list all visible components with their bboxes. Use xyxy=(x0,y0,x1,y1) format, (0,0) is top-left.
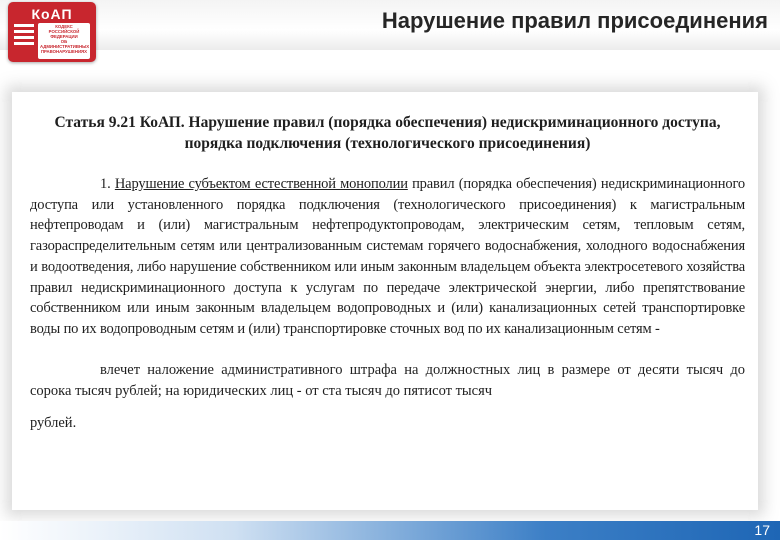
footer-bar xyxy=(0,521,780,540)
sanction-text: влечет наложение административного штрафа на должностных лиц в размере от десяти тысяч до сорока тысяч рублей; на юридических лиц - от ста тысяч до пятисот тысяч xyxy=(30,361,745,399)
article-content xyxy=(30,112,745,434)
part-underlined-subject: Нарушение субъектом естественной монополии xyxy=(114,176,408,192)
logo-caption-box xyxy=(38,23,90,59)
sanction-paragraph xyxy=(30,360,745,434)
part-text: правил (порядка обеспечения) недискриминационного доступа или установленного порядка подключения (технологического присоединения) к магистральным нефтепроводам и (или) магистральным нефтепродуктопроводам, электрическим сетям, тепловым сетям, газораспределительным сетям или централизованным системам горячего водоснабжения, холодного водоснабжения и водоотведения, либо нарушение собственником или иным законным владельцем объекта электросетевого хозяйства правил недискриминационного доступа к услугам по передаче электрической энергии, либо препятствование собственником или иным законным владельцем водопроводных и (или) канализационных сетей транспортировке воды по их водопроводным сетям и (или) транспортировке сточных вод по их канализационным сетям - xyxy=(30,176,746,337)
article-part-1 xyxy=(30,174,745,340)
logo-bars-icon xyxy=(14,24,34,48)
sanction-end: рублей. xyxy=(30,414,77,431)
slide-title: Нарушение правил присоединения xyxy=(381,8,768,33)
koap-logo xyxy=(8,2,96,62)
part-number: 1. xyxy=(100,176,111,192)
page-number: 17 xyxy=(754,522,770,538)
logo-title: КоАП xyxy=(31,6,73,22)
article-heading: Статья 9.21 КоАП. Нарушение правил (порядка обеспечения) недискриминационного доступа, порядка подключения (технологического присоединения) xyxy=(54,114,721,152)
logo-caption: КОДЕКС РОССИЙСКОЙ ФЕДЕРАЦИИ ОБ АДМИНИСТРАТИВНЫХ ПРАВОНАРУШЕНИЯХ xyxy=(40,24,90,54)
